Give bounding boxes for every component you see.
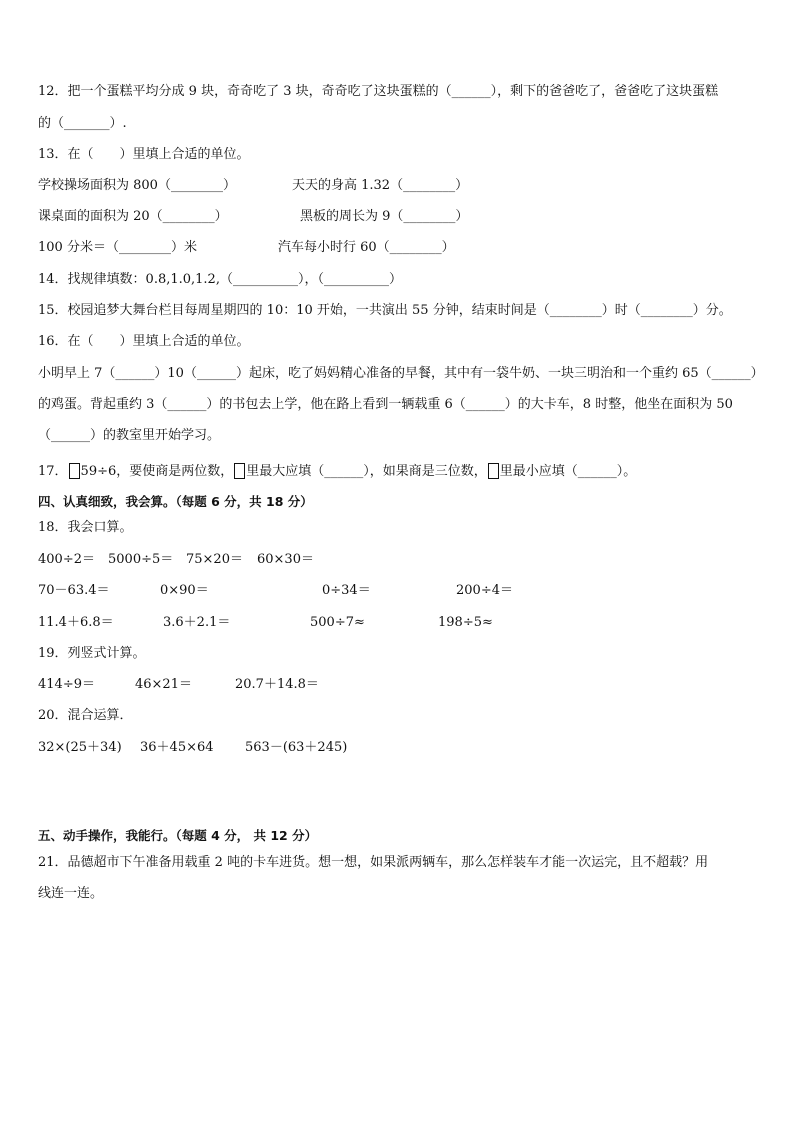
q21-line1: 21．品德超市下午准备用载重 2 吨的卡车进货。想一想，如果派两辆车，那么怎样装车才能一次运完，且不超载？用 [38, 855, 709, 870]
q17-part1: 59÷6，要使商是两位数， [80, 464, 234, 479]
q18-expr: 5000÷5＝ [108, 552, 174, 567]
q16-title: 16．在（ ）里填上合适的单位。 [38, 334, 250, 349]
q20-expr: 32×(25＋34) [38, 740, 122, 755]
q16-line3: （______）的教室里开始学习。 [38, 428, 221, 443]
q19-title: 19．列竖式计算。 [38, 646, 146, 661]
q13-item: 100 分米＝（________）米 [38, 240, 197, 255]
q18-expr: 11.4＋6.8＝ [38, 615, 114, 630]
blank-box-icon [488, 463, 499, 479]
q17-prefix: 17． [38, 464, 68, 479]
q20-title: 20．混合运算． [38, 708, 133, 723]
q20-expr: 563－(63＋245) [245, 740, 348, 755]
q18-expr: 60×30＝ [257, 552, 314, 567]
q18-expr: 0÷34＝ [322, 583, 371, 598]
q13-item: 课桌面的面积为 20（________） [38, 209, 228, 224]
blank-box-icon [234, 463, 245, 479]
q18-expr: 70－63.4＝ [38, 583, 110, 598]
q13-item: 汽车每小时行 60（________） [278, 240, 455, 255]
q15-text: 15．校园追梦大舞台栏目每周星期四的 10：10 开始，一共演出 55 分钟，结束时间是（________）时（________）分。 [38, 303, 732, 318]
section-5-heading: 五、动手操作，我能行。（每题 4 分， 共 12 分） [38, 828, 318, 843]
q19-expr: 20.7＋14.8＝ [235, 677, 319, 692]
q17-line [38, 463, 636, 480]
q19-expr: 414÷9＝ [38, 677, 95, 692]
q14-text: 14．找规律填数：0.8,1.0,1.2,（__________），（__________） [38, 272, 402, 287]
q18-title: 18．我会口算。 [38, 520, 133, 535]
q21-line2: 线连一连。 [38, 886, 104, 901]
q19-expr: 46×21＝ [135, 677, 192, 692]
q13-title: 13．在（ ）里填上合适的单位。 [38, 147, 250, 162]
q13-item: 天天的身高 1.32（________） [292, 178, 469, 193]
q16-line2: 的鸡蛋。背起重约 3（______）的书包去上学，他在路上看到一辆载重 6（______）的大卡车，8 时整，他坐在面积为 50 [38, 397, 733, 412]
q17-part2: 里最大应填（______），如果商是三位数， [246, 464, 487, 479]
q17-part3: 里最小应填（______）。 [499, 464, 637, 479]
q18-expr: 200÷4＝ [456, 583, 513, 598]
q18-expr: 75×20＝ [186, 552, 243, 567]
q20-expr: 36＋45×64 [140, 740, 214, 755]
q18-expr: 3.6＋2.1＝ [163, 615, 231, 630]
q18-expr: 0×90＝ [160, 583, 209, 598]
q18-expr: 400÷2＝ [38, 552, 95, 567]
q13-item: 学校操场面积为 800（________） [38, 178, 236, 193]
q13-item: 黑板的周长为 9（________） [300, 209, 469, 224]
blank-box-icon [69, 463, 80, 479]
q16-line1: 小明早上 7（______）10（______）起床，吃了妈妈精心准备的早餐，其中有一袋牛奶、一块三明治和一个重约 65（______） [38, 366, 764, 381]
section-4-heading: 四、认真细致，我会算。（每题 6 分，共 18 分） [38, 494, 313, 509]
q12-line1: 12．把一个蛋糕平均分成 9 块，奇奇吃了 3 块，奇奇吃了这块蛋糕的（______），剩下的爸爸吃了，爸爸吃了这块蛋糕 [38, 84, 719, 99]
q18-expr: 198÷5≈ [438, 615, 493, 630]
q18-expr: 500÷7≈ [310, 615, 365, 630]
q12-line2: 的（_______）. [38, 116, 127, 131]
